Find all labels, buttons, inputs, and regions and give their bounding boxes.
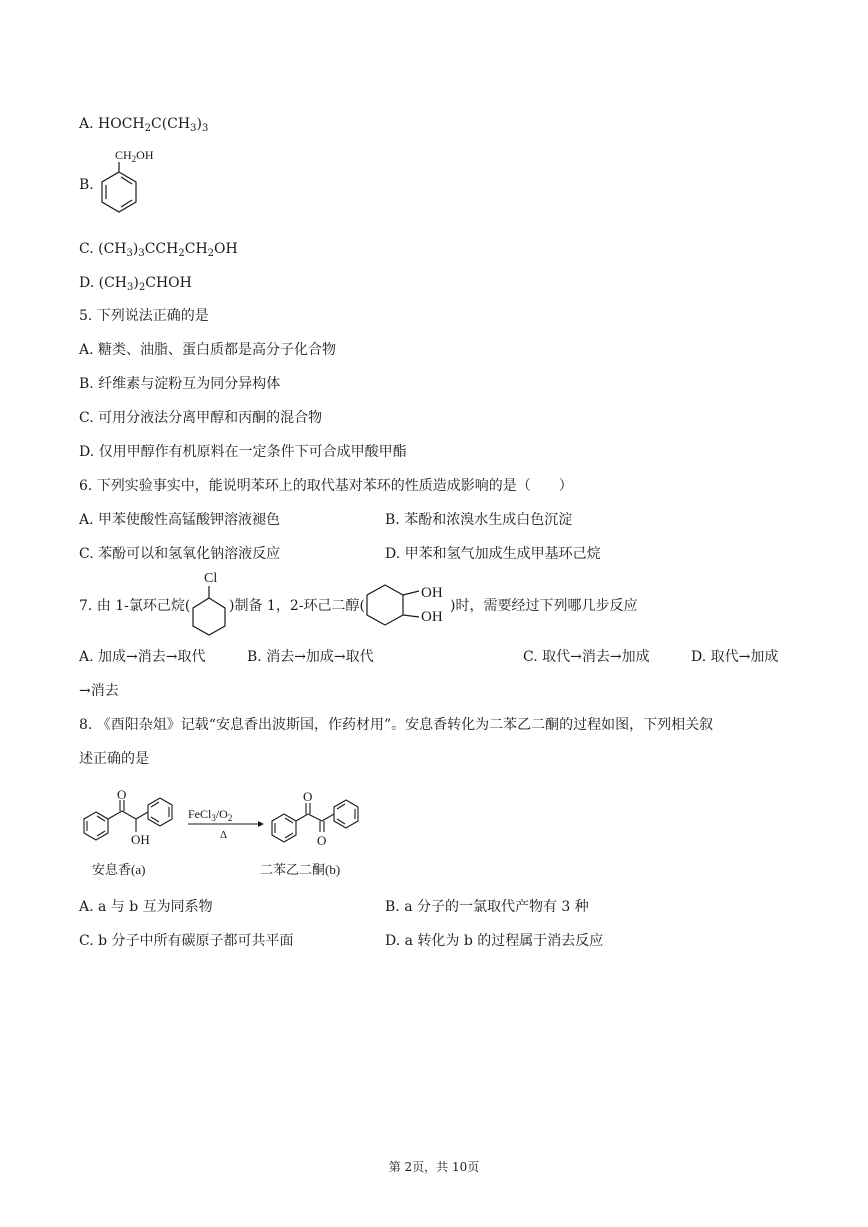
carbonyl-o-label-b2: O <box>317 833 327 848</box>
compound-a-name: 安息香(a) <box>92 862 146 877</box>
q7-stem-part1: 7. 由 1-氯环己烷( <box>79 598 191 614</box>
q4-option-c: C. $(CH_3)_3CCH_2CH_2OH$ <box>79 241 238 259</box>
heat-symbol: Δ <box>220 829 228 841</box>
q7-stem-part2: )制备 1，2-环己二醇( <box>229 598 365 614</box>
q6-stem: 6. 下列实验事实中，能说明苯环上的取代基对苯环的性质造成影响的是（ ） <box>79 478 573 494</box>
svg-text:CH2OH: $CH_2OH$ <box>115 148 154 164</box>
chlorocyclohexane-structure <box>187 568 231 636</box>
q6-option-d: D. 甲苯和氢气加成生成甲基环己烷 <box>385 546 601 562</box>
benzyl-alcohol-structure <box>95 145 165 215</box>
oh-label-2: OH <box>421 609 443 625</box>
q5-option-a: A. 糖类、油脂、蛋白质都是高分子化合物 <box>79 342 337 358</box>
q8-option-b: B. a 分子的一氯取代产物有 3 种 <box>385 899 589 915</box>
reagent-label: $FeCl_3/O_2$ <box>188 807 233 823</box>
q7-option-c: C. 取代→消去→加成 <box>523 649 650 665</box>
q7-option-a: A. 加成→消去→取代 <box>79 649 206 665</box>
q5-option-b: B. 纤维素与淀粉互为同分异构体 <box>79 376 281 392</box>
carbonyl-o-label-b1: O <box>303 789 313 804</box>
q7-option-b: B. 消去→加成→取代 <box>247 649 374 665</box>
q8-option-a: A. a 与 b 互为同系物 <box>79 899 213 915</box>
q4-option-a: A. $HOCH_2C(CH_3)_3$ <box>79 116 209 134</box>
hydroxyl-label: OH <box>131 832 150 847</box>
cyclohexanediol-structure <box>363 581 455 637</box>
q5-option-d: D. 仅用甲醇作有机原料在一定条件下可合成甲酸甲酯 <box>79 444 407 460</box>
page-footer: 第 2页，共 10页 <box>388 1160 480 1174</box>
q8-option-d: D. a 转化为 b 的过程属于消去反应 <box>385 933 604 949</box>
q8-stem-line1: 8. 《酉阳杂俎》记载“安息香出波斯国，作药材用”。安息香转化为二苯乙二酮的过程如图，下列相关叙 <box>79 717 714 733</box>
q5-option-c: C. 可用分液法分离甲醇和丙酮的混合物 <box>79 410 323 426</box>
q6-option-b: B. 苯酚和浓溴水生成白色沉淀 <box>385 512 573 528</box>
q5-stem: 5. 下列说法正确的是 <box>79 308 209 324</box>
q8-option-c: C. b 分子中所有碳原子都可共平面 <box>79 933 294 949</box>
compound-b-name: 二苯乙二酮(b) <box>260 862 341 877</box>
carbonyl-o-label: O <box>117 787 127 802</box>
cl-label: Cl <box>204 571 218 586</box>
q4-option-d: D. $(CH_3)_2CHOH$ <box>79 275 192 293</box>
q7-option-d-line1: D. 取代→加成 <box>691 649 779 665</box>
oh-label-1: OH <box>421 585 443 601</box>
q6-option-a: A. 甲苯使酸性高锰酸钾溶液褪色 <box>79 512 281 528</box>
q8-stem-line2: 述正确的是 <box>79 751 149 767</box>
q7-stem-part3: )时，需要经过下列哪几步反应 <box>450 598 638 614</box>
q7-option-d-line2: →消去 <box>79 683 119 699</box>
benzoin-reaction-scheme <box>78 788 378 878</box>
q4-option-b-label: B. <box>79 177 94 193</box>
q6-option-c: C. 苯酚可以和氢氧化钠溶液反应 <box>79 546 281 562</box>
